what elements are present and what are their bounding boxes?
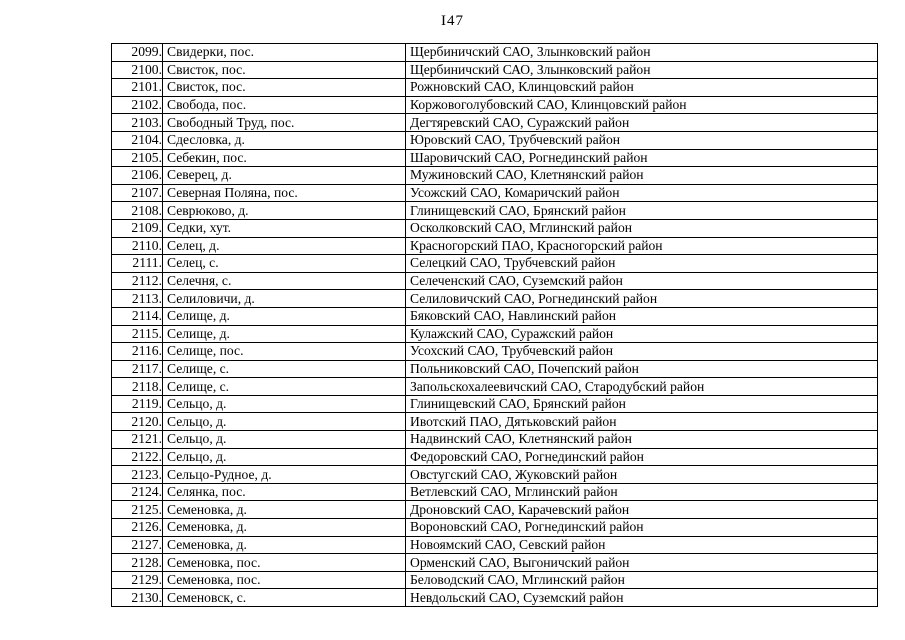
settlement-name: Седки, хут. xyxy=(163,219,406,237)
settlement-name: Сельцо, д. xyxy=(163,448,406,466)
table-body xyxy=(112,44,878,607)
table-row xyxy=(112,272,878,290)
administrative-unit: Орменский САО, Выгоничский район xyxy=(406,554,878,572)
administrative-unit: Кулажский САО, Суражский район xyxy=(406,325,878,343)
settlement-name: Семеновка, пос. xyxy=(163,571,406,589)
settlement-name: Семеновка, д. xyxy=(163,501,406,519)
table-row xyxy=(112,79,878,97)
settlement-name: Северец, д. xyxy=(163,167,406,185)
row-number: 2123. xyxy=(112,466,163,484)
settlement-name: Селище, с. xyxy=(163,360,406,378)
settlement-name: Селянка, пос. xyxy=(163,483,406,501)
administrative-unit: Красногорский ПАО, Красногорский район xyxy=(406,237,878,255)
settlement-name: Селец, с. xyxy=(163,255,406,273)
row-number: 2129. xyxy=(112,571,163,589)
administrative-unit: Усохский САО, Трубчевский район xyxy=(406,343,878,361)
settlement-name: Севрюково, д. xyxy=(163,202,406,220)
table-row xyxy=(112,96,878,114)
row-number: 2116. xyxy=(112,343,163,361)
settlement-name: Семеновка, д. xyxy=(163,519,406,537)
table-row xyxy=(112,325,878,343)
row-number: 2127. xyxy=(112,536,163,554)
administrative-unit: Ветлевский САО, Мглинский район xyxy=(406,483,878,501)
table-row xyxy=(112,307,878,325)
settlement-name: Сельцо-Рудное, д. xyxy=(163,466,406,484)
settlement-name: Северная Поляна, пос. xyxy=(163,184,406,202)
row-number: 2102. xyxy=(112,96,163,114)
settlement-name: Селиловичи, д. xyxy=(163,290,406,308)
row-number: 2115. xyxy=(112,325,163,343)
administrative-unit: Селеченский САО, Суземский район xyxy=(406,272,878,290)
administrative-unit: Невдольский САО, Суземский район xyxy=(406,589,878,607)
administrative-unit: Мужиновский САО, Клетнянский район xyxy=(406,167,878,185)
table-row xyxy=(112,44,878,62)
administrative-unit: Ивотский ПАО, Дятьковский район xyxy=(406,413,878,431)
row-number: 2099. xyxy=(112,44,163,62)
administrative-unit: Глинищевский САО, Брянский район xyxy=(406,202,878,220)
row-number: 2125. xyxy=(112,501,163,519)
table-row xyxy=(112,589,878,607)
table-row xyxy=(112,413,878,431)
settlements-table xyxy=(111,43,878,607)
row-number: 2122. xyxy=(112,448,163,466)
administrative-unit: Осколковский САО, Мглинский район xyxy=(406,219,878,237)
settlement-name: Сельцо, д. xyxy=(163,413,406,431)
settlement-name: Селище, с. xyxy=(163,378,406,396)
row-number: 2126. xyxy=(112,519,163,537)
row-number: 2118. xyxy=(112,378,163,396)
administrative-unit: Дегтяревский САО, Суражский район xyxy=(406,114,878,132)
table-row xyxy=(112,571,878,589)
table-row xyxy=(112,184,878,202)
row-number: 2128. xyxy=(112,554,163,572)
settlement-name: Свобода, пос. xyxy=(163,96,406,114)
table-row xyxy=(112,466,878,484)
row-number: 2107. xyxy=(112,184,163,202)
table-row xyxy=(112,131,878,149)
table-row xyxy=(112,61,878,79)
administrative-unit: Щербиничский САО, Злынковский район xyxy=(406,44,878,62)
page-number: I47 xyxy=(441,13,464,29)
row-number: 2104. xyxy=(112,131,163,149)
administrative-unit: Щербиничский САО, Злынковский район xyxy=(406,61,878,79)
administrative-unit: Рожновский САО, Клинцовский район xyxy=(406,79,878,97)
table-row xyxy=(112,360,878,378)
administrative-unit: Усожский САО, Комаричский район xyxy=(406,184,878,202)
administrative-unit: Запольскохалеевичский САО, Стародубский район xyxy=(406,378,878,396)
settlement-name: Селище, пос. xyxy=(163,343,406,361)
table-row xyxy=(112,343,878,361)
settlement-name: Селище, д. xyxy=(163,307,406,325)
administrative-unit: Шаровичский САО, Рогнединский район xyxy=(406,149,878,167)
table-row xyxy=(112,378,878,396)
administrative-unit: Глинищевский САО, Брянский район xyxy=(406,395,878,413)
row-number: 2109. xyxy=(112,219,163,237)
table-row xyxy=(112,536,878,554)
administrative-unit: Юровский САО, Трубчевский район xyxy=(406,131,878,149)
row-number: 2113. xyxy=(112,290,163,308)
settlement-name: Сельцо, д. xyxy=(163,395,406,413)
administrative-unit: Бяковский САО, Навлинский район xyxy=(406,307,878,325)
settlement-name: Селище, д. xyxy=(163,325,406,343)
table-row xyxy=(112,202,878,220)
table-row xyxy=(112,219,878,237)
table-row xyxy=(112,255,878,273)
administrative-unit: Надвинский САО, Клетнянский район xyxy=(406,431,878,449)
row-number: 2112. xyxy=(112,272,163,290)
table-row xyxy=(112,501,878,519)
row-number: 2103. xyxy=(112,114,163,132)
table-row xyxy=(112,237,878,255)
table-row xyxy=(112,114,878,132)
settlement-name: Свободный Труд, пос. xyxy=(163,114,406,132)
administrative-unit: Коржовоголубовский САО, Клинцовский район xyxy=(406,96,878,114)
settlement-name: Себекин, пос. xyxy=(163,149,406,167)
settlement-name: Семеновск, с. xyxy=(163,589,406,607)
administrative-unit: Дроновский САО, Карачевский район xyxy=(406,501,878,519)
settlement-name: Свисток, пос. xyxy=(163,79,406,97)
table-row xyxy=(112,448,878,466)
row-number: 2130. xyxy=(112,589,163,607)
administrative-unit: Селецкий САО, Трубчевский район xyxy=(406,255,878,273)
row-number: 2120. xyxy=(112,413,163,431)
row-number: 2106. xyxy=(112,167,163,185)
administrative-unit: Федоровский САО, Рогнединский район xyxy=(406,448,878,466)
table-row xyxy=(112,290,878,308)
row-number: 2121. xyxy=(112,431,163,449)
row-number: 2114. xyxy=(112,307,163,325)
administrative-unit: Овстугский САО, Жуковский район xyxy=(406,466,878,484)
row-number: 2101. xyxy=(112,79,163,97)
administrative-unit: Вороновский САО, Рогнединский район xyxy=(406,519,878,537)
table-row xyxy=(112,554,878,572)
administrative-unit: Селиловичский САО, Рогнединский район xyxy=(406,290,878,308)
table-row xyxy=(112,431,878,449)
row-number: 2105. xyxy=(112,149,163,167)
row-number: 2119. xyxy=(112,395,163,413)
table-row xyxy=(112,483,878,501)
settlement-name: Сельцо, д. xyxy=(163,431,406,449)
settlement-name: Семеновка, пос. xyxy=(163,554,406,572)
settlement-name: Свидерки, пос. xyxy=(163,44,406,62)
row-number: 2111. xyxy=(112,255,163,273)
row-number: 2108. xyxy=(112,202,163,220)
table-row xyxy=(112,167,878,185)
administrative-unit: Польниковский САО, Почепский район xyxy=(406,360,878,378)
administrative-unit: Новоямский САО, Севский район xyxy=(406,536,878,554)
administrative-unit: Беловодский САО, Мглинский район xyxy=(406,571,878,589)
settlement-name: Сдесловка, д. xyxy=(163,131,406,149)
row-number: 2124. xyxy=(112,483,163,501)
table-row xyxy=(112,519,878,537)
row-number: 2100. xyxy=(112,61,163,79)
row-number: 2110. xyxy=(112,237,163,255)
settlement-name: Селец, д. xyxy=(163,237,406,255)
settlement-name: Селечня, с. xyxy=(163,272,406,290)
settlement-name: Свисток, пос. xyxy=(163,61,406,79)
settlement-name: Семеновка, д. xyxy=(163,536,406,554)
table-row xyxy=(112,395,878,413)
table-row xyxy=(112,149,878,167)
row-number: 2117. xyxy=(112,360,163,378)
